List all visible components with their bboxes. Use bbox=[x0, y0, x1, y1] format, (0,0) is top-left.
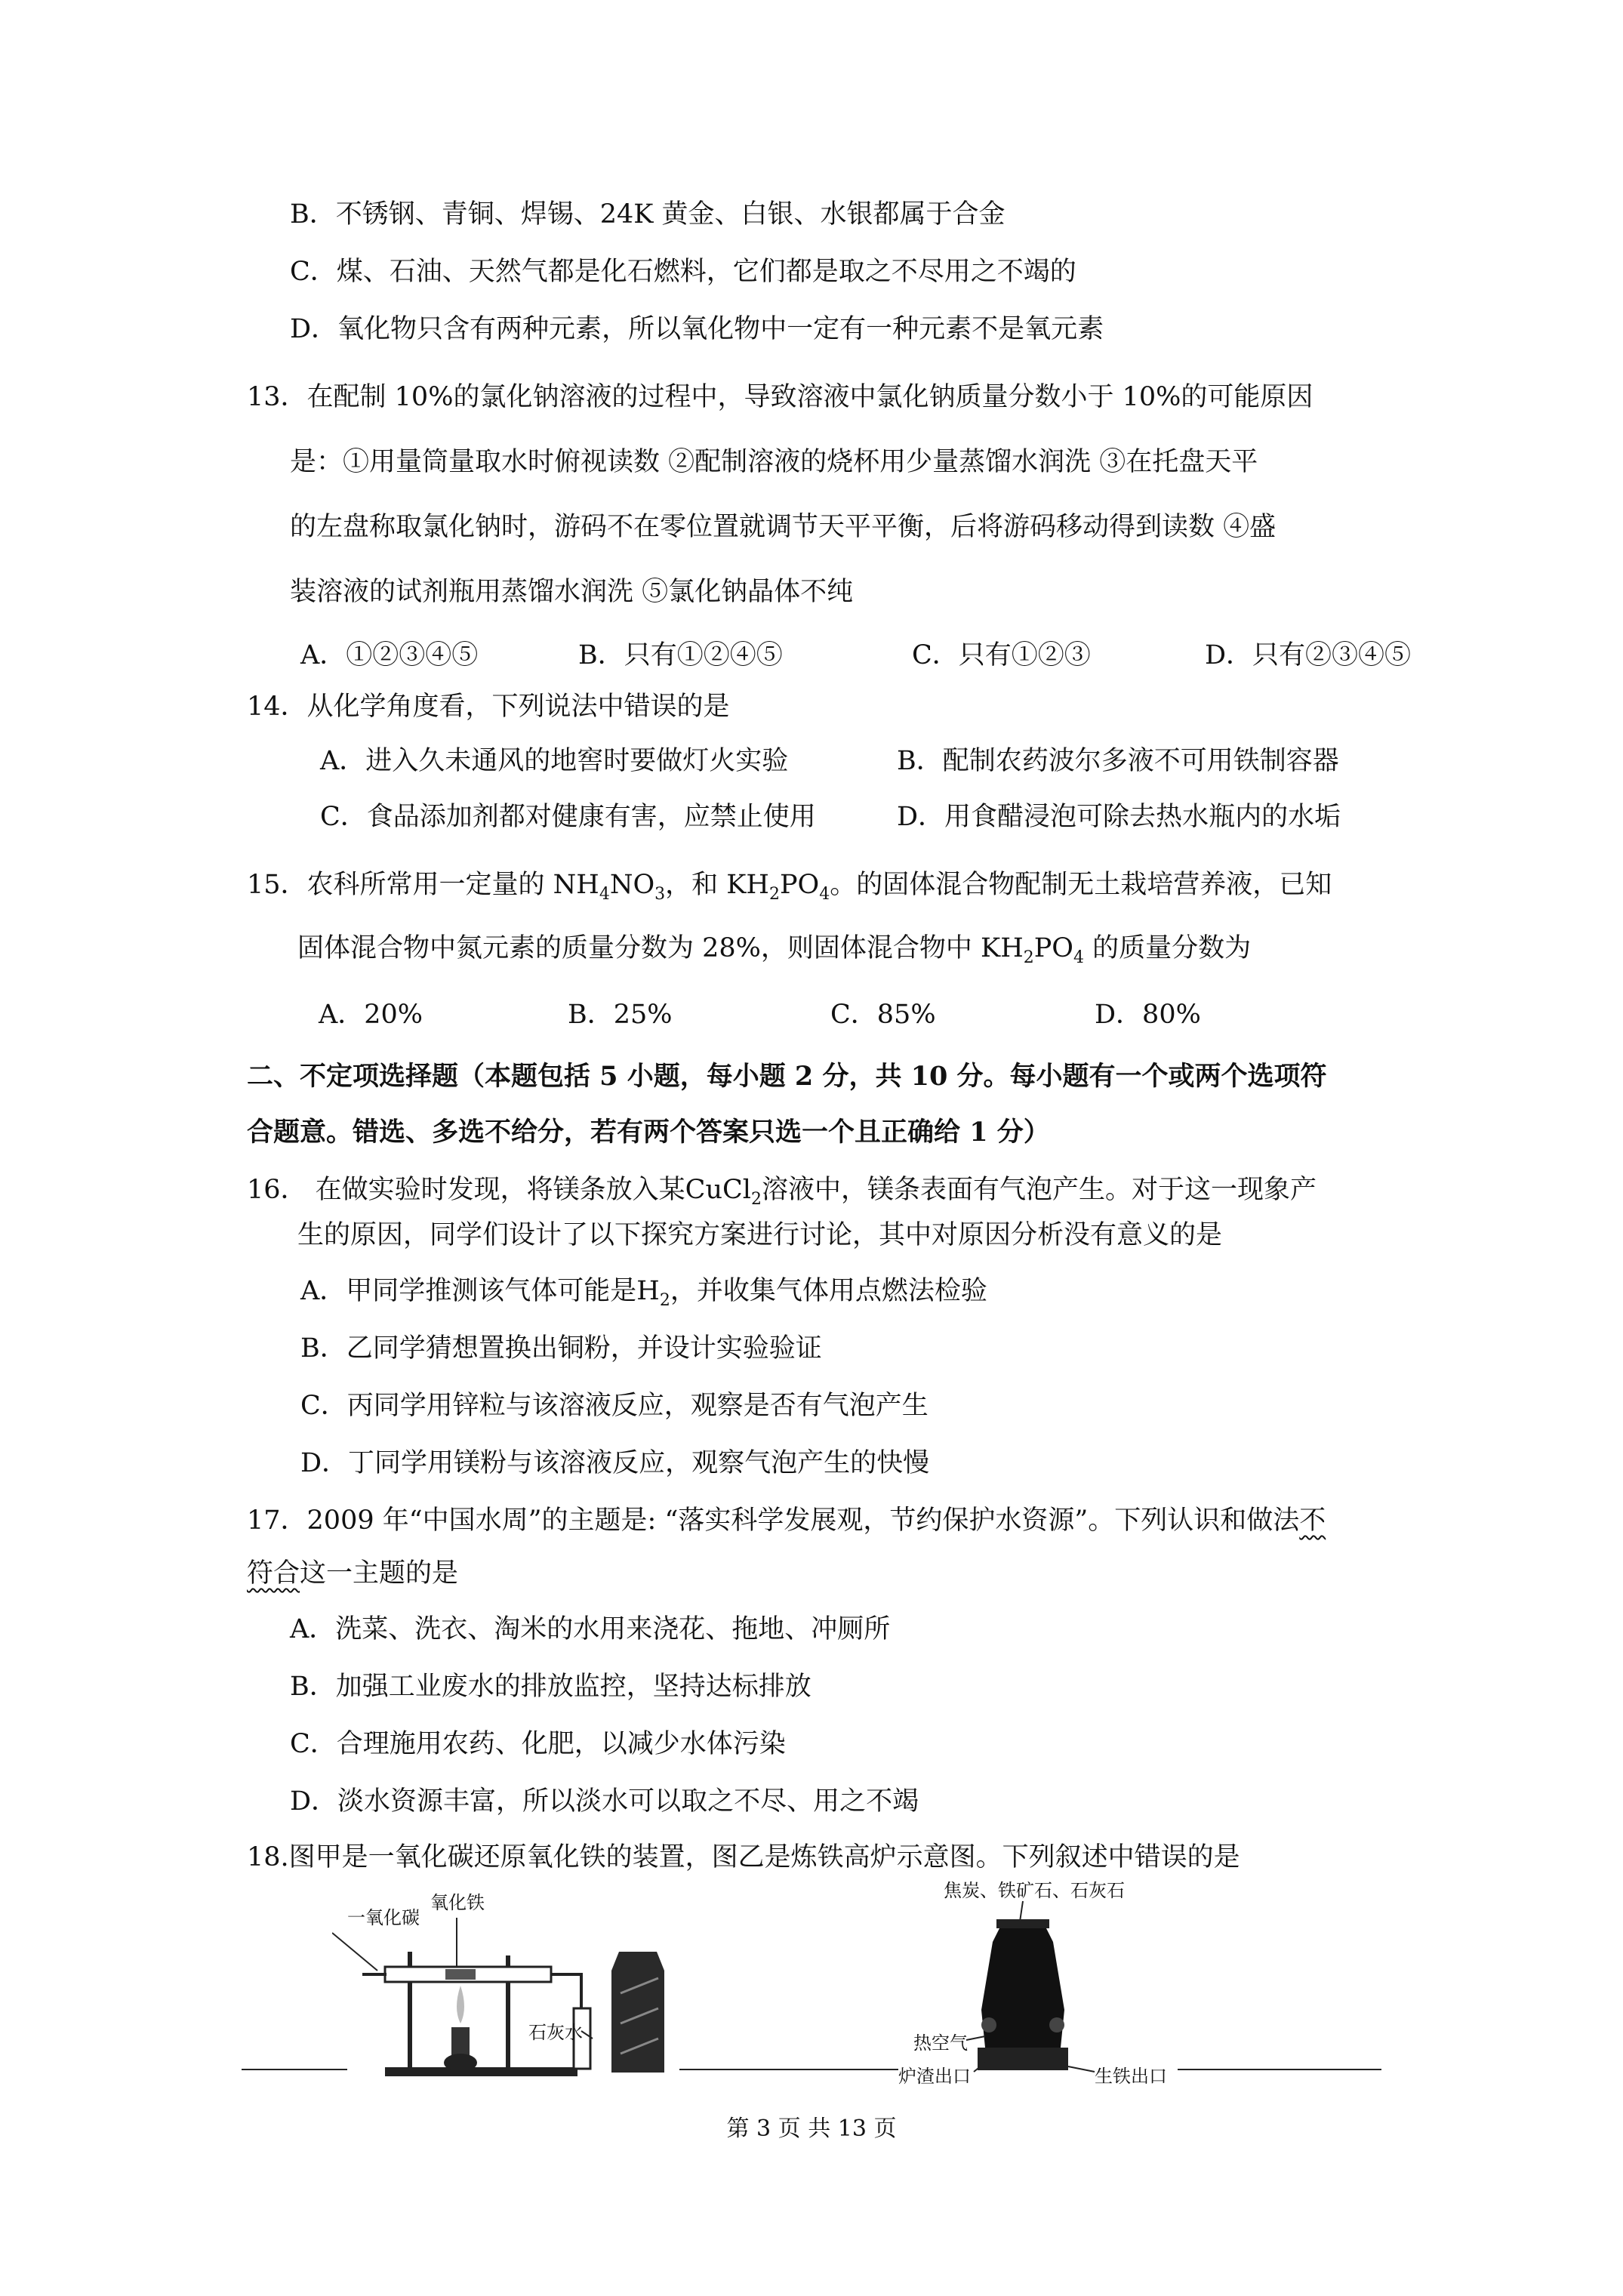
label-hot-air: 热空气 bbox=[913, 2032, 968, 2054]
q18-stem: 18.图甲是一氧化碳还原氧化铁的装置，图乙是炼铁高炉示意图。下列叙述中错误的是 bbox=[247, 1842, 1240, 1872]
q13-stem-line3: 的左盘称取氯化钠时，游码不在零位置就调节天平平衡，后将游码移动得到读数 ④盛 bbox=[290, 512, 1277, 542]
q13-stem-line1: 13．在配制 10%的氯化钠溶液的过程中，导致溶液中氯化钠质量分数小于 10%的可能原因 bbox=[247, 382, 1313, 412]
q13-stem-line2: 是：①用量筒量取水时俯视读数 ②配制溶液的烧杯用少量蒸馏水润洗 ③在托盘天平 bbox=[290, 447, 1258, 477]
label-furnace-inputs: 焦炭、铁矿石、石灰石 bbox=[944, 1880, 1125, 1901]
q12-option-d: D．氧化物只含有两种元素，所以氧化物中一定有一种元素不是氧元素 bbox=[290, 314, 1104, 344]
q15-option-c: C．85% bbox=[830, 1000, 936, 1030]
section2-heading-line1: 二、不定项选择题（本题包括 5 小题，每小题 2 分，共 10 分。每小题有一个或两个选项符 bbox=[247, 1061, 1327, 1092]
q12-option-b: B．不锈钢、青铜、焊锡、24K 黄金、白银、水银都属于合金 bbox=[290, 199, 1006, 230]
label-limewater: 石灰水 bbox=[528, 2022, 583, 2043]
q14-option-d: D．用食醋浸泡可除去热水瓶内的水垢 bbox=[897, 802, 1341, 832]
q16-stem-line2: 生的原因，同学们设计了以下探究方案进行讨论，其中对原因分析没有意义的是 bbox=[297, 1220, 1223, 1250]
label-iron-oxide: 氧化铁 bbox=[430, 1892, 485, 1913]
q13-option-b: B．只有①②④⑤ bbox=[578, 640, 783, 670]
footer-rule-middle bbox=[679, 2069, 898, 2070]
page-footer: 第 3 页 共 13 页 bbox=[726, 2116, 897, 2142]
q16-option-c: C．丙同学用锌粒与该溶液反应，观察是否有气泡产生 bbox=[300, 1391, 929, 1421]
q15-stem-line1: 15．农科所常用一定量的 $NH_4NO_3$，和 $KH_2PO_4$。的固体混合物配制无土栽培营养液，已知 bbox=[247, 870, 1332, 904]
furnace-hearth bbox=[978, 2048, 1068, 2070]
label-slag-outlet: 炉渣出口 bbox=[898, 2066, 971, 2087]
q16-stem-line1: 16． 在做实验时发现，将镁条放入某CuCl$_2$溶液中，镁条表面有气泡产生。对于这一现象产 bbox=[247, 1175, 1317, 1209]
q17-option-c: C．合理施用农药、化肥，以减少水体污染 bbox=[290, 1729, 786, 1759]
q13-option-c: C．只有①②③ bbox=[912, 640, 1091, 670]
q13-option-d: D．只有②③④⑤ bbox=[1205, 640, 1412, 670]
q15-option-d: D．80% bbox=[1095, 1000, 1201, 1030]
q12-option-c: C．煤、石油、天然气都是化石燃料，它们都是取之不尽用之不竭的 bbox=[290, 257, 1076, 287]
q17-option-a: A．洗菜、洗衣、淘米的水用来浇花、拖地、冲厕所 bbox=[290, 1614, 891, 1644]
limewater-bottle bbox=[611, 1952, 664, 2073]
q14-option-c: C．食品添加剂都对健康有害，应禁止使用 bbox=[320, 802, 816, 832]
q17-stem-line1: 17．2009 年“中国水周”的主题是: “落实科学发展观，节约保护水资源”。下列认识和做法不 bbox=[247, 1505, 1326, 1536]
q15-stem-line2: 固体混合物中氮元素的质量分数为 28%，则固体混合物中 $KH_2PO_4$ 的质量分数为 bbox=[297, 933, 1252, 967]
alcohol-burner-base bbox=[444, 2054, 477, 2072]
q16-option-d: D．丁同学用镁粉与该溶液反应，观察气泡产生的快慢 bbox=[300, 1448, 930, 1478]
q17-stem-line2: 符合这一主题的是 bbox=[247, 1558, 459, 1589]
stand-base-2 bbox=[521, 2067, 577, 2076]
footer-rule-left bbox=[242, 2069, 347, 2070]
alcohol-burner-neck bbox=[451, 2027, 470, 2057]
q14-option-b: B．配制农药波尔多液不可用铁制容器 bbox=[897, 746, 1339, 776]
flame bbox=[457, 1986, 464, 2023]
q16-option-a: A．甲同学推测该气体可能是$H_2$，并收集气体用点燃法检验 bbox=[300, 1276, 987, 1310]
q15-option-a: A．20% bbox=[319, 1000, 423, 1030]
q13-option-a: A．①②③④⑤ bbox=[300, 640, 479, 670]
q17-option-b: B．加强工业废水的排放监控，坚持达标排放 bbox=[290, 1672, 812, 1702]
q13-stem-line4: 装溶液的试剂瓶用蒸馏水润洗 ⑤氯化钠晶体不纯 bbox=[290, 577, 854, 607]
q14-option-a: A．进入久未通风的地窖时要做灯火实验 bbox=[320, 746, 789, 776]
iron-oxide-sample bbox=[445, 1969, 476, 1980]
q16-option-b: B．乙同学猜想置换出铜粉，并设计实验验证 bbox=[300, 1333, 822, 1364]
label-pig-iron-outlet: 生铁出口 bbox=[1095, 2066, 1167, 2087]
q17-option-d: D．淡水资源丰富，所以淡水可以取之不尽、用之不竭 bbox=[290, 1786, 919, 1817]
label-carbon-monoxide: 一氧化碳 bbox=[347, 1907, 420, 1928]
q15-option-b: B．25% bbox=[568, 1000, 673, 1030]
figure-blast-furnace bbox=[891, 1874, 1215, 2100]
section2-heading-line2: 合题意。错选、多选不给分，若有两个答案只选一个且正确给 1 分） bbox=[247, 1117, 1050, 1148]
q14-stem: 14．从化学角度看，下列说法中错误的是 bbox=[247, 692, 730, 722]
footer-rule-right bbox=[1178, 2069, 1381, 2070]
figure-co-reduction bbox=[332, 1888, 710, 2084]
